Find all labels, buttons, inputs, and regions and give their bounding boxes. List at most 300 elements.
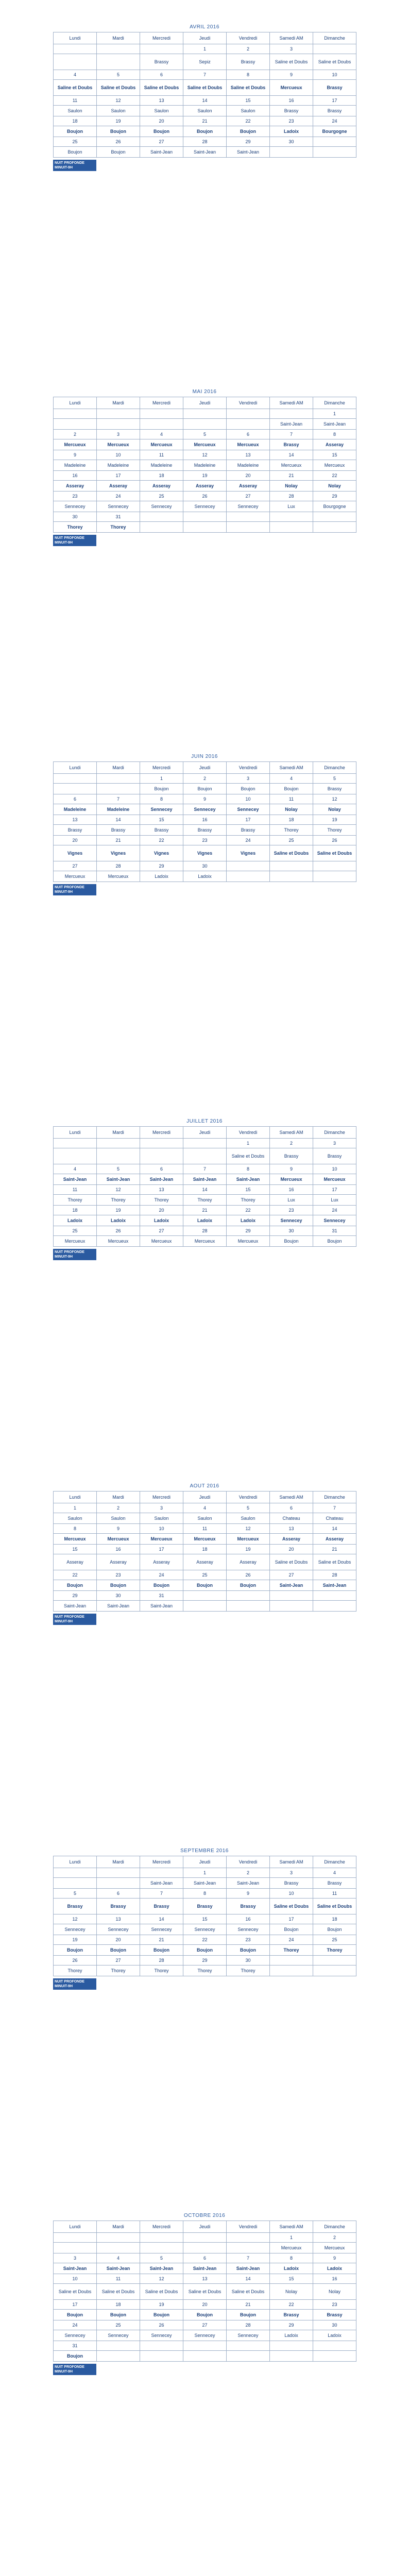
- day-location: Boujon: [270, 784, 313, 794]
- day-number: 13: [183, 2274, 227, 2284]
- day-location: Chateau: [270, 1513, 313, 1524]
- day-number: 19: [54, 1935, 97, 1945]
- day-location: [227, 1601, 270, 1612]
- day-number: 11: [270, 794, 313, 804]
- month-title: MAI 2016: [192, 389, 217, 395]
- day-number: 4: [313, 1868, 356, 1878]
- day-location: Brassy: [183, 825, 227, 836]
- day-number: 22: [54, 1570, 97, 1580]
- day-number: 5: [97, 1164, 140, 1174]
- day-number: 20: [270, 1545, 313, 1554]
- day-number: 21: [183, 1206, 227, 1215]
- day-number: 18: [183, 1545, 227, 1554]
- day-number: [313, 512, 356, 522]
- weekday-header: Mardi: [97, 32, 140, 44]
- day-location: Mercueux: [140, 1534, 183, 1545]
- day-number: 9: [183, 794, 227, 804]
- day-number: 21: [313, 1545, 356, 1554]
- day-location: Bourgogne: [313, 126, 356, 137]
- day-number: 28: [227, 2320, 270, 2330]
- day-location: Boujon: [183, 1580, 227, 1591]
- day-location: Brassy: [97, 825, 140, 836]
- weekday-header: Mardi: [97, 397, 140, 409]
- day-number: 12: [54, 1914, 97, 1924]
- day-location: Mercueux: [270, 460, 313, 471]
- day-number: 28: [313, 1570, 356, 1580]
- day-location: Mercueux: [54, 1534, 97, 1545]
- day-number: [227, 409, 270, 419]
- day-location: Vignes: [227, 845, 270, 861]
- day-location: Saint-Jean: [97, 1601, 140, 1612]
- day-location: [270, 1965, 313, 1976]
- day-location: Sennecey: [183, 2330, 227, 2341]
- day-location: [140, 419, 183, 430]
- day-number: [270, 1956, 313, 1965]
- day-number: 17: [97, 471, 140, 481]
- day-location: Saline et Doubs: [140, 80, 183, 96]
- day-location: [140, 522, 183, 533]
- day-number: 11: [313, 1889, 356, 1899]
- day-number: 3: [313, 1139, 356, 1148]
- day-number: 12: [97, 1185, 140, 1195]
- day-location: [183, 2243, 227, 2253]
- day-number: 16: [270, 96, 313, 106]
- day-number: 24: [270, 1935, 313, 1945]
- day-number: 3: [227, 774, 270, 784]
- day-number: 26: [54, 1956, 97, 1965]
- day-number: [270, 512, 313, 522]
- day-number: 2: [54, 430, 97, 439]
- day-location: Mercueux: [54, 1236, 97, 1247]
- day-location: Ladoix: [140, 871, 183, 882]
- day-number: 18: [97, 2300, 140, 2310]
- day-number: 6: [270, 1503, 313, 1513]
- day-location: Ladoix: [313, 2330, 356, 2341]
- weekday-header: Samedi AM: [270, 1856, 313, 1868]
- day-number: 19: [97, 1206, 140, 1215]
- day-number: [140, 409, 183, 419]
- day-location: Boujon: [97, 1945, 140, 1956]
- day-number: [140, 44, 183, 54]
- day-location: Brassy: [54, 1899, 97, 1914]
- day-number: [270, 1591, 313, 1601]
- weekday-header: Jeudi: [183, 1856, 227, 1868]
- day-location: Saint-Jean: [183, 1174, 227, 1185]
- day-location: Saint-Jean: [140, 1878, 183, 1889]
- day-location: Brassy: [270, 439, 313, 450]
- day-number: 15: [183, 1914, 227, 1924]
- day-number: 25: [54, 1226, 97, 1236]
- weekday-header: Lundi: [54, 397, 97, 409]
- day-location: Saline et Doubs: [183, 80, 227, 96]
- day-number: 30: [54, 512, 97, 522]
- day-number: 17: [270, 1914, 313, 1924]
- day-number: 6: [183, 2253, 227, 2263]
- day-location: Thorey: [54, 1195, 97, 1206]
- day-number: 15: [140, 815, 183, 825]
- weekday-header: Jeudi: [183, 1127, 227, 1139]
- day-number: 6: [227, 430, 270, 439]
- weekday-header: Lundi: [54, 2221, 97, 2233]
- day-location: Lux: [313, 1195, 356, 1206]
- day-location: Boujon: [140, 126, 183, 137]
- day-number: 8: [183, 1889, 227, 1899]
- day-number: 12: [313, 794, 356, 804]
- weekday-header: Samedi AM: [270, 32, 313, 44]
- day-number: 18: [54, 116, 97, 126]
- day-number: [54, 1868, 97, 1878]
- day-location: Vignes: [140, 845, 183, 861]
- day-number: 8: [270, 2253, 313, 2263]
- day-location: [270, 2351, 313, 2362]
- day-location: Saint-Jean: [54, 1174, 97, 1185]
- day-number: 4: [97, 2253, 140, 2263]
- day-number: 7: [227, 2253, 270, 2263]
- day-number: 24: [54, 2320, 97, 2330]
- day-number: 14: [313, 1524, 356, 1534]
- weekday-header: Lundi: [54, 1492, 97, 1503]
- day-location: Thorey: [97, 1965, 140, 1976]
- day-number: 17: [140, 1545, 183, 1554]
- day-number: [270, 2341, 313, 2351]
- day-number: [313, 2341, 356, 2351]
- day-number: 5: [313, 774, 356, 784]
- day-number: 25: [270, 836, 313, 845]
- weekday-header: Jeudi: [183, 32, 227, 44]
- day-number: 9: [270, 1164, 313, 1174]
- day-location: Saulon: [183, 1513, 227, 1524]
- month-calendar: [0, 1459, 409, 1824]
- day-location: Saline et Doubs: [183, 2284, 227, 2300]
- day-location: Saulon: [227, 1513, 270, 1524]
- day-location: Sennecey: [140, 1924, 183, 1935]
- day-location: Thorey: [183, 1195, 227, 1206]
- day-number: [97, 2341, 140, 2351]
- day-number: 23: [227, 1935, 270, 1945]
- day-number: 1: [54, 1503, 97, 1513]
- day-number: [313, 1591, 356, 1601]
- day-location: [313, 147, 356, 158]
- day-location: Brassy: [313, 1148, 356, 1164]
- day-number: 26: [183, 492, 227, 501]
- day-location: Saline et Doubs: [140, 2284, 183, 2300]
- day-number: [270, 409, 313, 419]
- day-number: 20: [183, 2300, 227, 2310]
- day-number: 28: [97, 861, 140, 871]
- day-location: Saline et Doubs: [227, 80, 270, 96]
- day-number: 16: [313, 2274, 356, 2284]
- day-number: 10: [313, 1164, 356, 1174]
- weekday-header: Mercredi: [140, 1856, 183, 1868]
- day-number: 5: [54, 1889, 97, 1899]
- day-number: 18: [54, 1206, 97, 1215]
- weekday-header: Dimanche: [313, 1856, 356, 1868]
- night-shift-legend: NUIT PROFONDE MINUIT-9H: [53, 1249, 96, 1260]
- day-location: Boujon: [54, 1945, 97, 1956]
- day-number: 12: [183, 450, 227, 460]
- day-number: 8: [313, 430, 356, 439]
- day-number: 1: [270, 2233, 313, 2243]
- day-number: 13: [227, 450, 270, 460]
- night-shift-legend: NUIT PROFONDE MINUIT-9H: [53, 2364, 96, 2375]
- day-number: 4: [140, 430, 183, 439]
- weekday-header: Mardi: [97, 1856, 140, 1868]
- day-number: 7: [313, 1503, 356, 1513]
- night-shift-legend: NUIT PROFONDE MINUIT-9H: [53, 160, 96, 171]
- day-location: Asseray: [313, 439, 356, 450]
- calendar-grid: [53, 397, 356, 533]
- day-number: 19: [313, 815, 356, 825]
- day-number: 31: [313, 1226, 356, 1236]
- day-number: 28: [183, 1226, 227, 1236]
- day-number: 24: [140, 1570, 183, 1580]
- day-number: 31: [140, 1591, 183, 1601]
- day-number: 20: [140, 116, 183, 126]
- day-location: Brassy: [313, 784, 356, 794]
- weekday-header: Mardi: [97, 762, 140, 774]
- day-location: [97, 2243, 140, 2253]
- day-location: Asseray: [97, 1554, 140, 1570]
- day-number: [227, 2341, 270, 2351]
- day-location: Thorey: [97, 522, 140, 533]
- day-number: 29: [227, 1226, 270, 1236]
- day-location: Saline et Doubs: [313, 1554, 356, 1570]
- day-number: 30: [227, 1956, 270, 1965]
- day-location: Sennecey: [227, 501, 270, 512]
- day-number: 12: [140, 2274, 183, 2284]
- day-location: Sennecey: [54, 1924, 97, 1935]
- day-location: Saint-Jean: [227, 1878, 270, 1889]
- day-number: [313, 861, 356, 871]
- day-number: 6: [140, 70, 183, 80]
- weekday-header: Lundi: [54, 1856, 97, 1868]
- day-location: Ladoix: [313, 2263, 356, 2274]
- day-location: Saint-Jean: [183, 2263, 227, 2274]
- day-location: Boujon: [270, 1924, 313, 1935]
- day-location: Nolay: [313, 481, 356, 492]
- day-location: Saint-Jean: [270, 1580, 313, 1591]
- day-location: Boujon: [227, 2310, 270, 2320]
- day-number: 29: [54, 1591, 97, 1601]
- day-location: Brassy: [270, 106, 313, 116]
- day-location: Brassy: [140, 54, 183, 70]
- day-number: [140, 1868, 183, 1878]
- day-location: Mercueux: [97, 1236, 140, 1247]
- day-location: Boujon: [313, 1924, 356, 1935]
- day-location: Ladoix: [270, 2263, 313, 2274]
- day-location: Saulon: [97, 106, 140, 116]
- weekday-header: Samedi AM: [270, 2221, 313, 2233]
- day-location: Saulon: [227, 106, 270, 116]
- day-location: Madeleine: [54, 804, 97, 815]
- day-location: Saline et Doubs: [97, 2284, 140, 2300]
- day-number: 19: [140, 2300, 183, 2310]
- day-location: Vignes: [54, 845, 97, 861]
- day-number: 20: [227, 471, 270, 481]
- day-location: Thorey: [140, 1195, 183, 1206]
- day-number: [227, 1591, 270, 1601]
- day-number: 29: [313, 492, 356, 501]
- day-location: Saline et Doubs: [313, 54, 356, 70]
- day-location: Boujon: [183, 2310, 227, 2320]
- day-number: 11: [54, 96, 97, 106]
- day-number: 30: [270, 1226, 313, 1236]
- day-number: 7: [140, 1889, 183, 1899]
- day-location: Sennecey: [183, 501, 227, 512]
- day-location: [97, 784, 140, 794]
- day-number: 30: [313, 2320, 356, 2330]
- day-number: 5: [140, 2253, 183, 2263]
- day-number: 30: [97, 1591, 140, 1601]
- day-number: 28: [140, 1956, 183, 1965]
- day-location: Thorey: [227, 1965, 270, 1976]
- weekday-header: Dimanche: [313, 32, 356, 44]
- day-number: [97, 409, 140, 419]
- day-location: Madeleine: [183, 460, 227, 471]
- day-number: 23: [270, 116, 313, 126]
- day-location: Brassy: [97, 1899, 140, 1914]
- day-number: 21: [183, 116, 227, 126]
- day-location: [97, 419, 140, 430]
- day-number: 7: [270, 430, 313, 439]
- day-number: 15: [227, 96, 270, 106]
- day-number: 3: [140, 1503, 183, 1513]
- day-number: 12: [227, 1524, 270, 1534]
- day-location: Boujon: [140, 1580, 183, 1591]
- day-number: 4: [270, 774, 313, 784]
- day-number: 25: [97, 2320, 140, 2330]
- day-number: 9: [227, 1889, 270, 1899]
- day-location: Brassy: [313, 80, 356, 96]
- day-number: 27: [183, 2320, 227, 2330]
- day-number: 27: [270, 1570, 313, 1580]
- weekday-header: Vendredi: [227, 1856, 270, 1868]
- day-location: Saint-Jean: [140, 1601, 183, 1612]
- day-number: 14: [270, 450, 313, 460]
- day-number: 19: [183, 471, 227, 481]
- day-location: Saline et Doubs: [54, 80, 97, 96]
- day-location: Boujon: [54, 2310, 97, 2320]
- day-location: Mercueux: [54, 439, 97, 450]
- day-location: Saulon: [54, 106, 97, 116]
- day-location: Asseray: [227, 481, 270, 492]
- day-location: Sennecey: [140, 804, 183, 815]
- calendar-grid: [53, 1491, 356, 1612]
- day-number: 22: [313, 471, 356, 481]
- weekday-header: Mercredi: [140, 397, 183, 409]
- day-location: Boujon: [227, 1580, 270, 1591]
- day-number: 22: [270, 2300, 313, 2310]
- day-location: Saline et Doubs: [313, 845, 356, 861]
- day-number: 9: [97, 1524, 140, 1534]
- day-number: 21: [97, 836, 140, 845]
- day-number: 8: [227, 1164, 270, 1174]
- day-number: 18: [313, 1914, 356, 1924]
- day-location: Asseray: [97, 481, 140, 492]
- day-location: Ladoix: [140, 1215, 183, 1226]
- day-location: Sennecey: [227, 804, 270, 815]
- day-number: 10: [227, 794, 270, 804]
- day-location: Saint-Jean: [140, 2263, 183, 2274]
- weekday-header: Dimanche: [313, 1127, 356, 1139]
- day-number: 24: [313, 1206, 356, 1215]
- day-number: 17: [313, 96, 356, 106]
- day-location: [140, 2351, 183, 2362]
- day-number: 31: [97, 512, 140, 522]
- day-number: 9: [313, 2253, 356, 2263]
- day-number: 13: [97, 1914, 140, 1924]
- day-location: Saline et Doubs: [227, 2284, 270, 2300]
- day-location: Asseray: [270, 1534, 313, 1545]
- day-location: Asseray: [313, 1534, 356, 1545]
- day-number: 15: [313, 450, 356, 460]
- day-location: Saulon: [183, 106, 227, 116]
- day-number: 20: [54, 836, 97, 845]
- day-number: 16: [183, 815, 227, 825]
- day-location: [97, 1148, 140, 1164]
- day-location: Sennecey: [97, 1924, 140, 1935]
- day-number: 2: [270, 1139, 313, 1148]
- day-number: 14: [140, 1914, 183, 1924]
- day-location: [183, 1601, 227, 1612]
- day-location: [140, 2243, 183, 2253]
- day-number: 3: [97, 430, 140, 439]
- day-number: 7: [183, 70, 227, 80]
- day-location: Sennecey: [97, 501, 140, 512]
- day-location: Boujon: [54, 147, 97, 158]
- calendar-grid: [53, 1856, 356, 1976]
- day-number: [97, 2233, 140, 2243]
- day-number: [227, 2233, 270, 2243]
- day-location: Brassy: [270, 2310, 313, 2320]
- day-location: Vignes: [183, 845, 227, 861]
- day-location: Boujon: [54, 126, 97, 137]
- day-number: [227, 861, 270, 871]
- day-number: 10: [54, 2274, 97, 2284]
- day-location: Asseray: [227, 1554, 270, 1570]
- day-number: [54, 2233, 97, 2243]
- day-number: 27: [140, 137, 183, 147]
- day-number: 7: [183, 1164, 227, 1174]
- day-location: Sennecey: [54, 2330, 97, 2341]
- day-location: Saint-Jean: [54, 2263, 97, 2274]
- day-number: 13: [54, 815, 97, 825]
- day-number: 22: [227, 1206, 270, 1215]
- night-shift-legend: NUIT PROFONDE MINUIT-9H: [53, 535, 96, 546]
- day-number: [313, 44, 356, 54]
- month-calendar: [0, 365, 409, 730]
- day-location: Saline et Doubs: [97, 80, 140, 96]
- day-number: 10: [270, 1889, 313, 1899]
- day-location: Asseray: [183, 1554, 227, 1570]
- day-location: Brassy: [313, 106, 356, 116]
- calendar-grid: [53, 32, 356, 158]
- day-number: 8: [54, 1524, 97, 1534]
- day-location: Boujon: [183, 126, 227, 137]
- month-calendar: [0, 2553, 409, 2576]
- day-location: Sennecey: [227, 2330, 270, 2341]
- day-number: [183, 1139, 227, 1148]
- day-number: 29: [140, 861, 183, 871]
- day-location: [183, 1148, 227, 1164]
- day-location: Nolay: [270, 2284, 313, 2300]
- weekday-header: Jeudi: [183, 1492, 227, 1503]
- day-location: Saint-Jean: [97, 2263, 140, 2274]
- day-location: [227, 2243, 270, 2253]
- day-number: [183, 2341, 227, 2351]
- day-location: Saint-Jean: [97, 1174, 140, 1185]
- day-location: Saint-Jean: [227, 2263, 270, 2274]
